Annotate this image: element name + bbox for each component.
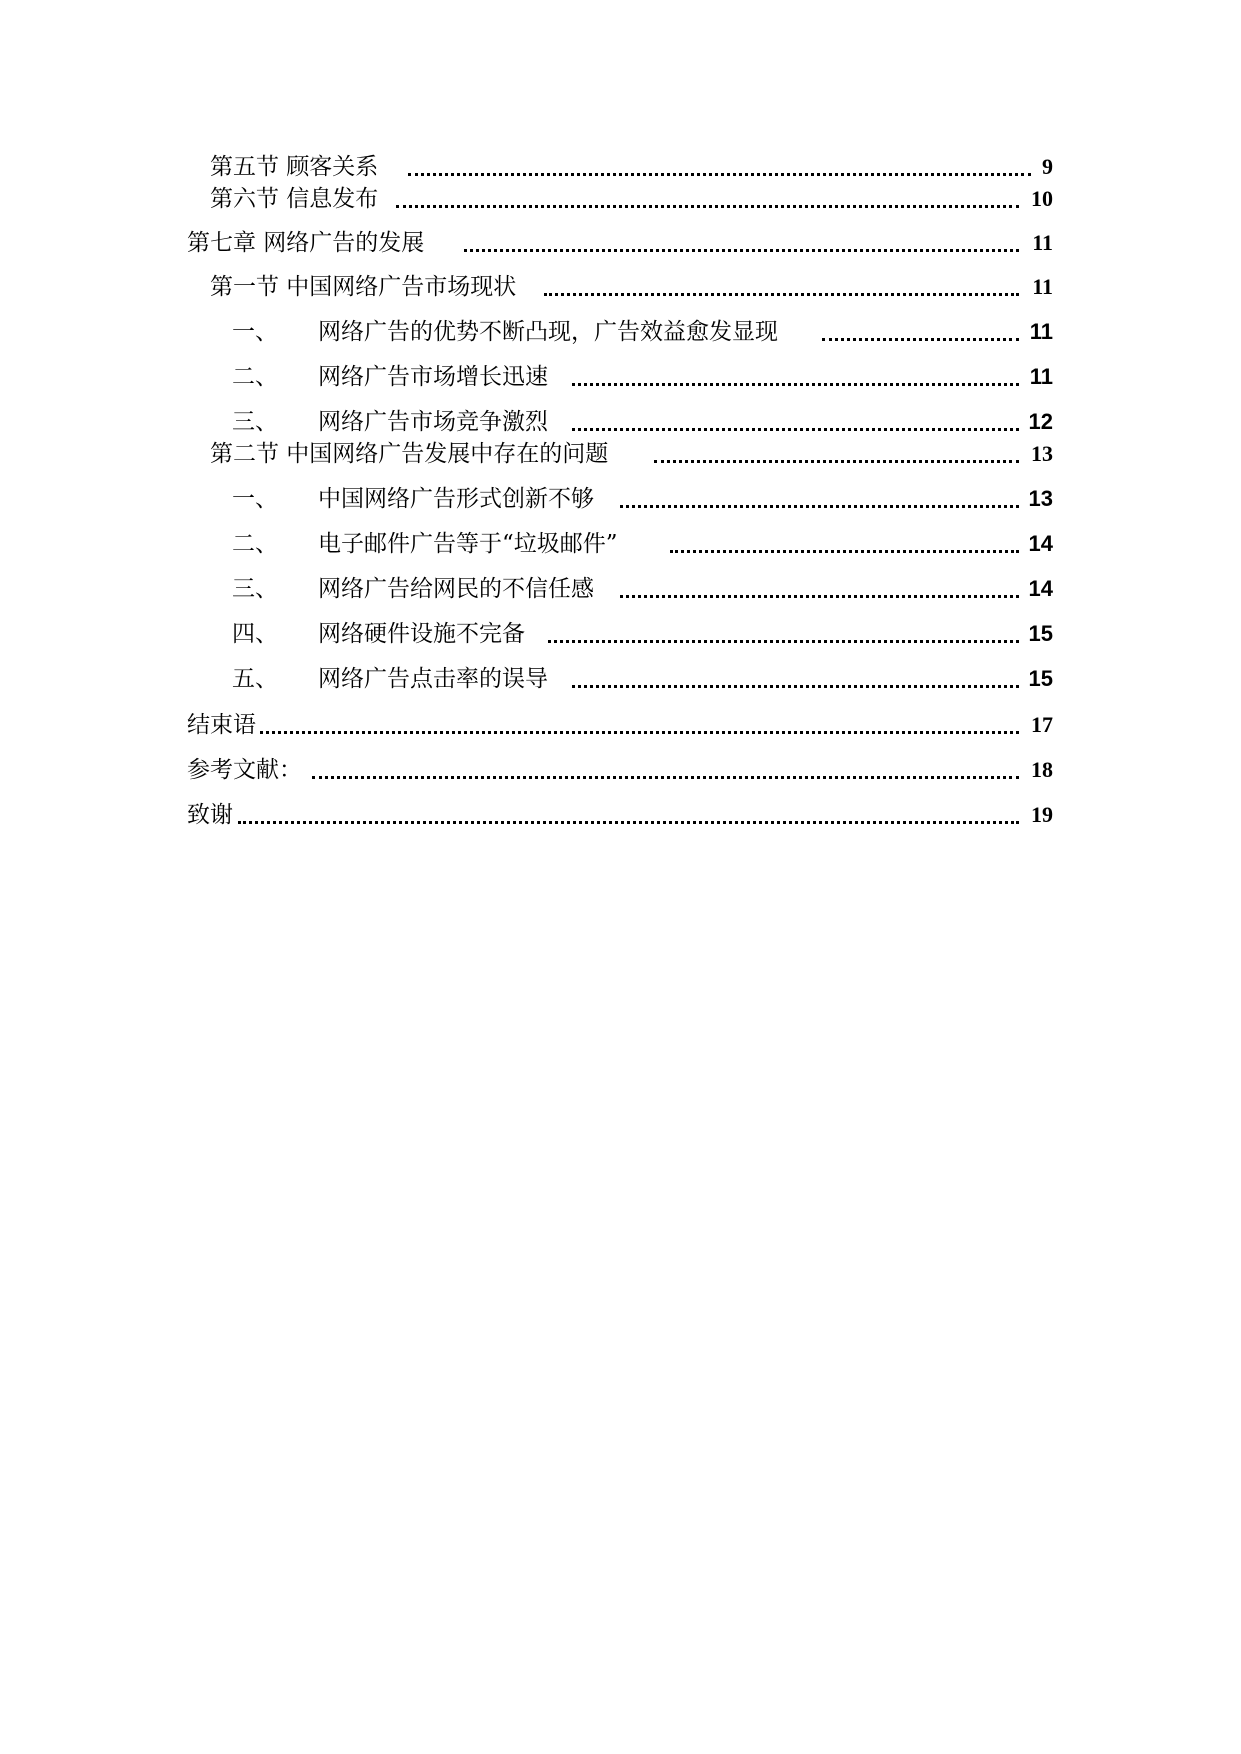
toc-page-number: 13 (1031, 441, 1053, 466)
toc-dot-leader (572, 428, 1019, 431)
toc-entry-item[interactable] (0, 572, 1241, 606)
toc-entry-section-2[interactable] (0, 437, 1241, 471)
toc-item-number: 五、 (232, 666, 278, 692)
toc-page-number: 13 (1028, 486, 1053, 511)
toc-page-number: 19 (1031, 802, 1053, 827)
toc-item-number: 一、 (232, 486, 278, 512)
toc-page-number: 11 (1029, 364, 1053, 389)
toc-item-number: 三、 (232, 576, 278, 602)
toc-page-number: 11 (1029, 319, 1053, 344)
toc-dot-leader (822, 338, 1019, 341)
toc-page-number: 11 (1032, 274, 1053, 299)
toc-item-number: 一、 (232, 319, 278, 345)
toc-entry-item[interactable] (0, 315, 1241, 349)
toc-item-number: 二、 (232, 531, 278, 557)
toc-dot-leader (572, 383, 1019, 386)
toc-page-number: 9 (1042, 154, 1053, 179)
toc-entry-label: 网络广告点击率的误导 (318, 666, 548, 692)
toc-entry-label: 第一节 中国网络广告市场现状 (210, 274, 517, 300)
toc-page-number: 14 (1028, 531, 1053, 556)
toc-entry-section-6[interactable] (0, 182, 1241, 216)
toc-entry-item[interactable] (0, 482, 1241, 516)
toc-entry-label: 网络广告市场竞争激烈 (318, 409, 548, 435)
toc-dot-leader (260, 731, 1019, 734)
toc-entry-label: 中国网络广告形式创新不够 (318, 486, 594, 512)
toc-entry-item[interactable] (0, 527, 1241, 561)
toc-entry-label: 致谢 (187, 802, 233, 828)
toc-page-number: 17 (1031, 712, 1053, 737)
toc-entry-item[interactable] (0, 360, 1241, 394)
toc-item-number: 三、 (232, 409, 278, 435)
toc-entry-label: 电子邮件广告等于“垃圾邮件” (318, 531, 618, 557)
toc-entry-item[interactable] (0, 662, 1241, 696)
toc-entry-label: 第七章 网络广告的发展 (187, 230, 425, 256)
toc-page-number: 18 (1031, 757, 1053, 782)
toc-item-number: 二、 (232, 364, 278, 390)
toc-entry-label: 结束语 (187, 712, 256, 738)
toc-entry-chapter-7[interactable] (0, 226, 1241, 260)
toc-entry-label: 网络广告给网民的不信任感 (318, 576, 594, 602)
toc-page-number: 14 (1028, 576, 1053, 601)
toc-dot-leader (548, 640, 1019, 643)
toc-entry-acknowledgements[interactable] (0, 798, 1241, 832)
toc-dot-leader (312, 776, 1019, 779)
toc-dot-leader (670, 550, 1019, 553)
toc-page-number: 12 (1028, 409, 1053, 434)
toc-entry-label: 网络广告的优势不断凸现，广告效益愈发显现 (318, 319, 778, 345)
toc-dot-leader (464, 249, 1019, 252)
toc-entry-label: 第六节 信息发布 (210, 186, 379, 212)
toc-page-number: 15 (1028, 666, 1053, 691)
toc-dot-leader (654, 460, 1019, 463)
toc-item-number: 四、 (232, 621, 278, 647)
toc-entry-label: 第五节 顾客关系 (210, 154, 379, 180)
toc-dot-leader (620, 505, 1019, 508)
toc-entry-references[interactable] (0, 753, 1241, 787)
toc-entry-conclusion[interactable] (0, 708, 1241, 742)
toc-entry-label: 网络广告市场增长迅速 (318, 364, 548, 390)
toc-entry-item[interactable] (0, 405, 1241, 439)
toc-dot-leader (238, 821, 1019, 824)
toc-dot-leader (396, 205, 1019, 208)
toc-dot-leader (408, 173, 1031, 176)
toc-entry-label: 第二节 中国网络广告发展中存在的问题 (210, 441, 609, 467)
toc-dot-leader (572, 685, 1019, 688)
toc-entry-item[interactable] (0, 617, 1241, 651)
toc-page-number: 10 (1031, 186, 1053, 211)
toc-dot-leader (544, 293, 1019, 296)
toc-page-number: 11 (1032, 230, 1053, 255)
toc-entry-label: 网络硬件设施不完备 (318, 621, 525, 647)
toc-entry-section-5[interactable] (0, 150, 1241, 184)
toc-dot-leader (620, 595, 1019, 598)
toc-page-number: 15 (1028, 621, 1053, 646)
toc-entry-section-1[interactable] (0, 270, 1241, 304)
toc-entry-label: 参考文献： (187, 757, 302, 783)
